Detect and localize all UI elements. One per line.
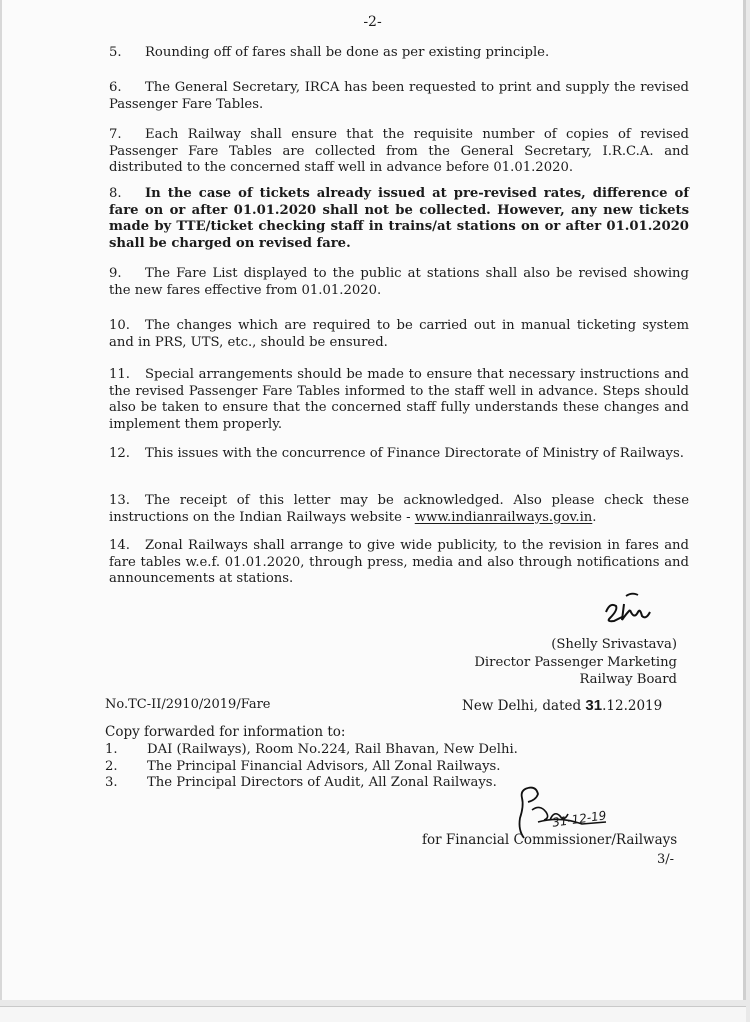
- paragraph-text: The receipt of this letter may be acknowledged. Also please check these instructions on the Indian Railways website -: [109, 493, 689, 525]
- paragraph-text: The Fare List displayed to the public at stations shall also be revised showing the new fares effective from 01.01.2020.: [109, 266, 689, 298]
- copy-item-text: The Principal Financial Advisors, All Zonal Railways.: [147, 758, 501, 774]
- paragraph-number: 5.: [109, 45, 122, 60]
- director-signature: [592, 590, 672, 630]
- paragraph-7: [109, 127, 689, 177]
- paragraph-text: In the case of tickets already issued at pre-revised rates, difference of fare on or after 01.01.2020 shall not be collected. However, any new tickets made by TTE/ticket checking staff in trains/at stations on or after 01.01.2020 shall be charged on revised fare.: [109, 186, 689, 251]
- website-link[interactable]: www.indianrailways.gov.in: [414, 509, 593, 525]
- paragraph-text: This issues with the concurrence of Finance Directorate of Ministry of Railways.: [145, 446, 684, 461]
- dated-rest: .12.2019: [602, 698, 663, 714]
- paragraph-text: Zonal Railways shall arrange to give wide publicity, to the revision in fares and fare tables w.e.f. 01.01.2020, through press, media and also through notifications and announcements at stations.: [109, 538, 689, 586]
- paragraph-end: .: [592, 509, 597, 525]
- paragraph-text: Rounding off of fares shall be done as per existing principle.: [145, 45, 550, 60]
- paragraph-text: Each Railway shall ensure that the requisite number of copies of revised Passenger Fare Tables are collected from the General Secretary, I.R.C.A. and distributed to the concerned staff well in advance before 01.01.2020.: [109, 127, 689, 175]
- paragraph-number: 7.: [109, 127, 122, 142]
- paragraph-number: 10.: [109, 318, 130, 333]
- paragraph-number: 11.: [109, 367, 130, 382]
- copy-item-number: 3.: [105, 775, 118, 790]
- paragraph-text: The changes which are required to be carried out in manual ticketing system and in PRS, UTS, etc., should be ensured.: [109, 318, 689, 350]
- copy-item: [105, 759, 518, 776]
- handwritten-date: 31-12-19: [551, 808, 608, 830]
- dated-day: 31: [585, 697, 603, 714]
- paragraph-8: [109, 186, 689, 252]
- dated-line: [462, 697, 662, 714]
- paragraph-9: [109, 266, 689, 299]
- paragraph-number: 14.: [109, 538, 130, 553]
- signatory-designation: Director Passenger Marketing: [474, 654, 677, 670]
- paragraph-13: [109, 493, 689, 526]
- copy-item: [105, 775, 518, 792]
- paragraph-number: 8.: [109, 186, 122, 201]
- paragraph-14: [109, 538, 689, 588]
- signatory-office: Railway Board: [579, 672, 677, 687]
- copy-item-number: 2.: [105, 758, 118, 774]
- continued-marker: 3/-: [657, 852, 675, 867]
- copy-heading: Copy forwarded for information to:: [105, 724, 346, 740]
- paragraph-number: 6.: [109, 80, 122, 95]
- reference-number: No.TC-II/2910/2019/Fare: [105, 697, 271, 712]
- for-commissioner-line: for Financial Commissioner/Railways: [422, 832, 678, 848]
- paragraph-number: 9.: [109, 266, 122, 281]
- paragraph-12: [109, 446, 689, 463]
- signatory-name: (Shelly Srivastava): [551, 637, 677, 652]
- paragraph-text: Special arrangements should be made to ensure that necessary instructions and the revised Passenger Fare Tables informed to the staff well in advance. Steps should also be taken to ensure that the concerned staff fully understands these changes and implement them properly.: [109, 367, 689, 432]
- paragraph-6: [109, 80, 689, 113]
- paragraph-11: [109, 367, 689, 433]
- paragraph-number: 13.: [109, 493, 130, 508]
- copy-item-number: 1.: [105, 742, 118, 757]
- paragraph-10: [109, 318, 689, 351]
- copy-item-text: DAI (Railways), Room No.224, Rail Bhavan, New Delhi.: [147, 742, 518, 757]
- copy-list: [105, 742, 518, 792]
- dated-prefix: New Delhi, dated: [462, 698, 582, 714]
- paragraph-number: 12.: [109, 446, 130, 461]
- copy-item-text: The Principal Directors of Audit, All Zonal Railways.: [147, 775, 497, 790]
- paragraph-text: The General Secretary, IRCA has been requested to print and supply the revised Passenger Fare Tables.: [109, 80, 689, 112]
- copy-item: [105, 742, 518, 759]
- next-page-edge: [0, 1006, 746, 1022]
- signatory-block: [474, 636, 677, 689]
- paragraph-5: [109, 45, 689, 62]
- page-number: -2-: [363, 14, 382, 30]
